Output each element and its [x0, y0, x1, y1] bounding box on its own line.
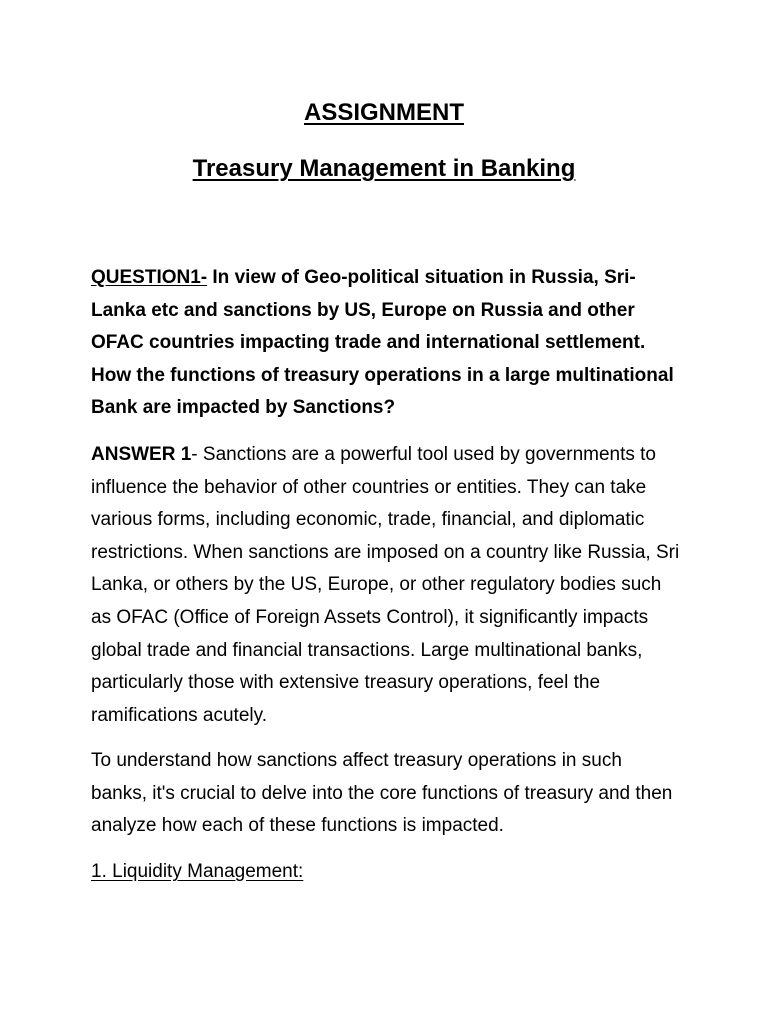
question-1-text: In view of Geo-political situation in Russia, Sri-Lanka etc and sanctions by US, Europe on Russia and other OFAC countries impacting trade and international settlement. How the functions of treasury operations in a large multinational Bank are impacted by Sanctions? — [91, 267, 674, 419]
answer-1 — [91, 439, 681, 732]
paragraph-2: To understand how sanctions affect treasury operations in such banks, it's crucial to delve into the core functions of treasury and then analyze how each of these functions is impacted. — [91, 750, 673, 837]
answer-1-text: - Sanctions are a powerful tool used by governments to influence the behavior of other countries or entities. They can take various forms, including economic, trade, financial, and diplomatic restrictions. When sanctions are imposed on a country like Russia, Sri Lanka, or others by the US, Europe, or other regulatory bodies such as OFAC (Office of Foreign Assets Control), it significantly impacts global trade and financial transactions. Large multinational banks, particularly those with extensive treasury operations, feel the ramifications acutely. — [91, 444, 680, 726]
answer-1-label: ANSWER 1 — [91, 444, 192, 465]
document-subtitle-text: Treasury Management in Banking — [192, 155, 576, 182]
question-1-label: QUESTION1- — [91, 267, 208, 288]
document-title — [0, 98, 768, 128]
document-title-text: ASSIGNMENT — [303, 99, 464, 126]
section-heading-liquidity-management: 1. Liquidity Management: — [91, 861, 304, 882]
question-1 — [91, 262, 681, 425]
document-subtitle — [0, 154, 768, 184]
